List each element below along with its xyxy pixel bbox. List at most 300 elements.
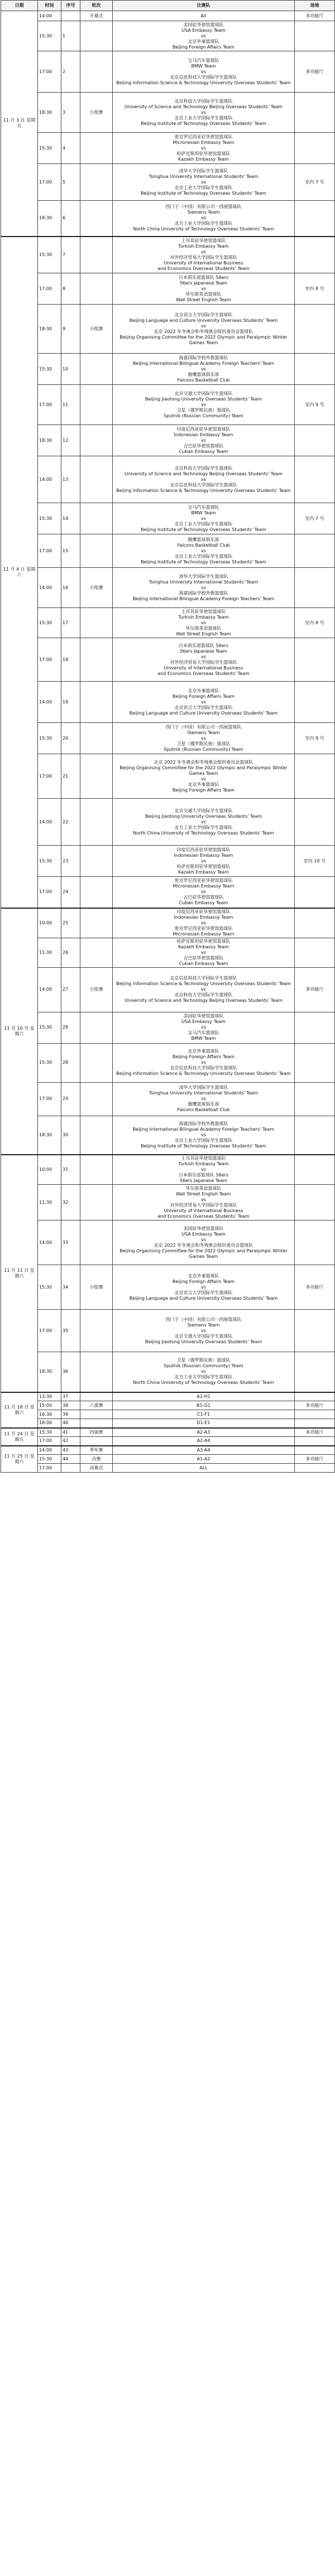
match-line: Siemens Team (187, 1322, 220, 1328)
match-line: 北京外事篮球队 (188, 782, 219, 787)
match-line: Beijing Institute of Technology Overseas Students' Team (141, 1143, 266, 1149)
match-line: 北京信息科技大学国际学生篮球队 (170, 482, 237, 488)
match-line: Turkish Embassy Team (178, 243, 229, 249)
match-number-cell: 28 (61, 1043, 80, 1082)
date-cell: 11 月 18 日 星期六 (1, 1392, 38, 1428)
venue-cell (295, 1310, 335, 1352)
venue-cell (295, 1419, 335, 1428)
match-cell (113, 456, 295, 503)
match-line: Beijing Foreign Affairs Team (172, 787, 235, 793)
date-cell: 11 月 25 日 星期六 (1, 1446, 38, 1473)
time-cell: 14:00 (38, 11, 61, 21)
venue-cell (295, 799, 335, 846)
venue-cell (295, 1155, 335, 1185)
match-line: vs (201, 949, 206, 955)
date-cell: 11 月 24 日 星期五 (1, 1428, 38, 1446)
match-line: vs (201, 1237, 206, 1242)
table-row (1, 385, 335, 425)
match-line: 华尔街英语篮球队 (185, 1185, 222, 1191)
match-number-cell: 32 (61, 1185, 80, 1221)
table-row (1, 1082, 335, 1116)
header-match: 比赛队 (113, 1, 295, 11)
match-line: Indonesian Embassy Team (174, 914, 233, 920)
match-line: 北京语言大学国际学生篮球队 (174, 1290, 233, 1295)
match-cell (113, 1221, 295, 1265)
time-cell: 18:30 (38, 201, 61, 237)
date-cell: 11 月 10 号 星期六 (1, 908, 38, 1155)
match-cell (113, 354, 295, 385)
match-number-cell: 7 (61, 237, 80, 273)
match-line: 北京工业大学国际学生篮球队 (174, 553, 233, 559)
venue-cell (295, 1392, 335, 1401)
match-line: vs (201, 1328, 206, 1333)
match-cell (113, 1410, 295, 1419)
match-number-cell: 6 (61, 201, 80, 237)
match-line: University of International Business (164, 665, 243, 670)
match-number-cell: 24 (61, 877, 80, 908)
match-number-cell: 19 (61, 682, 80, 723)
match-line: vs (201, 1132, 206, 1137)
match-line: vs (201, 735, 206, 741)
match-line: Kazakh Embassy Team (178, 944, 229, 949)
table-row (1, 534, 335, 568)
table-row (1, 133, 335, 164)
match-cell (113, 568, 295, 608)
time-cell: 17:00 (38, 164, 61, 201)
round-cell (80, 638, 113, 682)
date-cell: 11 月 4 日 星期六 (1, 237, 38, 908)
match-line: North China University of Technology Overseas Students' Team (133, 226, 274, 232)
match-number-cell: 5 (61, 164, 80, 201)
venue-cell: 室内 10 号 (295, 846, 335, 877)
match-line: A3-A4 (197, 1447, 210, 1453)
match-line: Beijing Organising Committee for the 2022 Olympic and Paralympic Winter Games Team (119, 334, 288, 345)
match-cell (113, 1464, 295, 1473)
round-cell (80, 385, 113, 425)
match-cell (113, 1446, 295, 1455)
match-line: vs (201, 476, 206, 482)
match-number-cell: 13 (61, 456, 80, 503)
match-line: 古巴驻华使馆篮球队 (183, 895, 224, 900)
header-no: 序号 (61, 1, 80, 11)
match-cell (113, 51, 295, 93)
time-cell: 14:00 (38, 682, 61, 723)
match-line: 土耳其驻华使馆篮球队 (181, 1156, 226, 1161)
match-line: and Economics Overseas Students' Team (157, 670, 250, 676)
match-line: vs (201, 145, 206, 151)
match-line: vs (201, 179, 206, 185)
match-line: vs (201, 548, 206, 553)
table-row (1, 1221, 335, 1265)
match-cell (113, 305, 295, 354)
venue-cell (295, 638, 335, 682)
match-line: Beijing Organising Committee for the 2022 Olympic and Paralympic Winter Games Team (119, 1248, 288, 1259)
time-cell: 15:30 (38, 21, 61, 51)
match-number-cell: 29 (61, 1082, 80, 1116)
venue-cell: 室内 8 号 (295, 273, 335, 305)
match-line: 北京科技大学国际学生篮球队 (174, 98, 233, 104)
table-row (1, 568, 335, 608)
match-line: 西门子（中国）有限公司一西展篮球队 (165, 1316, 242, 1322)
match-number-cell: 36 (61, 1352, 80, 1392)
round-cell (80, 354, 113, 385)
time-cell: 18:30 (38, 93, 61, 133)
match-number-cell: 8 (61, 273, 80, 305)
round-cell (80, 1419, 113, 1428)
table-row (1, 938, 335, 967)
round-cell (80, 21, 113, 51)
match-cell (113, 164, 295, 201)
match-number-cell: 34 (61, 1265, 80, 1310)
match-line: 北京工业大学国际学生篮球队 (174, 115, 233, 120)
match-line: 密克罗尼西亚驻华使馆篮球队 (174, 878, 233, 884)
time-cell: 14:00 (38, 1221, 61, 1265)
match-number-cell: 26 (61, 938, 80, 967)
venue-cell (295, 1043, 335, 1082)
time-cell: 15:30 (38, 723, 61, 754)
time-cell: 15:30 (38, 503, 61, 534)
round-cell (80, 1155, 113, 1185)
match-cell (113, 503, 295, 534)
venue-cell: 室内 8 号 (295, 608, 335, 638)
match-line: Beijing Language and Culture University Overseas Students' Team (129, 1295, 278, 1301)
match-line: Micronesian Embassy Team (173, 884, 234, 889)
table-row (1, 237, 335, 273)
match-line: 清华大学国际学生篮球队 (179, 168, 228, 173)
schedule-table (1, 0, 335, 1473)
match-cell (113, 1352, 295, 1392)
match-cell (113, 237, 295, 273)
match-line: Cuban Embassy Team (179, 900, 228, 906)
table-row (1, 456, 335, 503)
match-line: 古巴驻华使馆篮球队 (183, 955, 224, 961)
time-cell: 18:30 (38, 305, 61, 354)
match-number-cell: 28 (61, 1012, 80, 1043)
match-number-cell: 9 (61, 305, 80, 354)
table-row (1, 1116, 335, 1155)
match-line: vs (201, 987, 206, 992)
match-line: 对外经济贸易大学国际学生篮球队 (170, 254, 237, 260)
match-line: 对外经济贸易大学国际学生篮球队 (170, 659, 237, 665)
venue-cell (295, 568, 335, 608)
match-line: B1-G1 (196, 1402, 211, 1408)
match-line: Beijing Foreign Affairs Team (172, 693, 235, 699)
match-line: Beijing Jiaotong University Overseas Students' Team (145, 396, 262, 402)
match-line: Tsinghua University International Students' Team (149, 1091, 259, 1096)
match-line: Beijing Jiaotong University Overseas Students' Team (145, 813, 262, 819)
venue-cell: 多功能厅 (295, 1265, 335, 1310)
match-line: 日本俱乐部篮球队 56ers (178, 274, 229, 280)
round-cell (80, 754, 113, 799)
venue-cell (295, 1221, 335, 1265)
match-number-cell: 4 (61, 133, 80, 164)
match-line: North China University of Technology Overseas Students' Team (133, 830, 274, 836)
time-cell: 15:30 (38, 1265, 61, 1310)
time-cell: 14:00 (38, 967, 61, 1012)
match-cell (113, 534, 295, 568)
table-row (1, 11, 335, 21)
round-cell (80, 425, 113, 456)
time-cell: 18:30 (38, 1116, 61, 1155)
table-row (1, 503, 335, 534)
match-number-cell: 25 (61, 908, 80, 938)
match-line: 北京交通大学国际学生篮球队 (174, 1333, 233, 1339)
time-cell: 14:00 (38, 1446, 61, 1455)
match-line: Beijing Foreign Affairs Team (172, 1279, 235, 1284)
time-cell: 18:30 (38, 425, 61, 456)
venue-cell (295, 354, 335, 385)
header-date: 日期 (1, 1, 38, 11)
table-row (1, 425, 335, 456)
match-line: vs (201, 249, 206, 254)
round-cell (80, 608, 113, 638)
match-line: Kazakh Embassy Team (178, 156, 229, 162)
match-line: 宝马汽车篮球队 (188, 504, 219, 510)
match-line: 密克罗尼西亚驻华使馆篮球队 (174, 134, 233, 139)
match-line: 美国驻华使馆篮球队 (183, 1014, 224, 1019)
table-row (1, 1419, 335, 1428)
time-cell: 17:00 (38, 385, 61, 425)
match-cell (113, 846, 295, 877)
match-number-cell: 30 (61, 1116, 80, 1155)
time-cell: 10:00 (38, 1155, 61, 1185)
match-line: All (200, 13, 207, 18)
match-line: Siemens Team (187, 730, 220, 735)
match-line: University of Science and Technology Beijing Overseas Students' Team (125, 104, 283, 109)
time-cell: 15:30 (38, 237, 61, 273)
match-line: Beijing Jiaotong University Overseas Students' Team (145, 1339, 262, 1344)
match-line: vs (201, 620, 206, 625)
match-line: 傲鹰篮球俱乐部 (188, 537, 219, 542)
match-line: vs (201, 366, 206, 372)
match-line: 华尔街英语篮球队 (185, 291, 222, 297)
match-line: Beijing Information Science & Technology University Overseas Students' Team (116, 981, 291, 986)
match-line: 北方工业大学国际学生篮球队 (174, 824, 233, 830)
match-line: Beijing Institute of Technology Overseas Students' Team (141, 527, 266, 532)
match-line: vs (201, 889, 206, 895)
match-line: Beijing Information Science & Technology University Overseas Students' Team (116, 488, 291, 493)
round-cell (80, 1116, 113, 1155)
match-line: Beijing Language and Culture University Overseas Students' Team (129, 317, 278, 323)
round-cell (80, 938, 113, 967)
match-line: Beijing Language and Culture University Overseas Students' Team (129, 710, 278, 716)
table-row (1, 164, 335, 201)
table-row (1, 21, 335, 51)
match-line: 北京外事篮球队 (188, 1273, 219, 1279)
match-line: 北京科技大学国际学生篮球队 (174, 465, 233, 471)
time-cell: 14:00 (38, 799, 61, 846)
match-cell (113, 1265, 295, 1310)
match-line: vs (201, 1369, 206, 1374)
match-line: 北京 2022 年冬奥会和冬残奥会组织委员会篮球队 (154, 1242, 253, 1248)
match-number-cell: 39 (61, 1410, 80, 1419)
venue-cell (295, 1352, 335, 1392)
round-cell (80, 1410, 113, 1419)
table-row (1, 1446, 335, 1455)
match-line: 北京信息科技大学国际学生篮球队 (170, 74, 237, 80)
match-line: 卫星（俄罗斯民族）篮球队 (176, 407, 231, 413)
match-line: 北京 2022 年冬奥会和冬残奥会组织委员会篮球队 (154, 759, 253, 765)
table-row (1, 682, 335, 723)
match-cell (113, 877, 295, 908)
time-cell: 18:30 (38, 1352, 61, 1392)
match-line: USA Embassy Team (181, 27, 226, 33)
match-line: 海嘉国际学校外教篮球队 (179, 355, 228, 360)
match-cell (113, 1043, 295, 1082)
time-cell: 15:30 (38, 1043, 61, 1082)
venue-cell: 室内 7 号 (295, 164, 335, 201)
time-cell: 11:30 (38, 938, 61, 967)
match-line: University of International Business (164, 1208, 243, 1213)
venue-cell (295, 425, 335, 456)
venue-cell (295, 93, 335, 133)
round-cell: 小组赛 (80, 93, 113, 133)
match-cell (113, 682, 295, 723)
venue-cell (295, 1012, 335, 1043)
venue-cell: 多功能厅 (295, 1428, 335, 1437)
round-cell (80, 1310, 113, 1352)
match-line: Micronesian Embassy Team (173, 931, 234, 937)
match-line: 哈萨克斯坦驻华使馆篮球队 (176, 151, 231, 156)
match-line: Beijing International Bilingual Academy Foreign Teachers' Team (132, 360, 275, 366)
match-line: vs (201, 109, 206, 115)
round-cell: 小组赛 (80, 305, 113, 354)
match-number-cell: 15 (61, 534, 80, 568)
match-line: vs (201, 858, 206, 864)
time-cell: 15:30 (38, 1455, 61, 1464)
table-row (1, 1410, 335, 1419)
match-line: 北京工业大学国际学生篮球队 (174, 185, 233, 190)
match-cell (113, 1392, 295, 1401)
round-cell (80, 1185, 113, 1221)
match-number-cell: 27 (61, 967, 80, 1012)
venue-cell (295, 21, 335, 51)
table-row (1, 877, 335, 908)
match-line: Siemens Team (187, 210, 220, 215)
table-row (1, 201, 335, 237)
match-number-cell (61, 11, 80, 21)
venue-cell (295, 1410, 335, 1419)
match-line: vs (201, 1197, 206, 1202)
match-line: 日本俱乐部篮球队 56ers (178, 1173, 229, 1178)
time-cell: 10:00 (38, 908, 61, 938)
match-cell (113, 1401, 295, 1410)
match-line: 56ers Japanese Team (179, 648, 228, 654)
match-line: University of Science and Technology Beijing Overseas Students' Team (125, 998, 283, 1003)
time-cell: 17:00 (38, 1464, 61, 1473)
match-number-cell: 38 (61, 1401, 80, 1410)
venue-cell: 多功能厅 (295, 1401, 335, 1410)
table-row (1, 1265, 335, 1310)
header-venue: 场地 (295, 1, 335, 11)
table-row (1, 1185, 335, 1221)
round-cell (80, 877, 113, 908)
match-cell (113, 21, 295, 51)
match-line: vs (201, 215, 206, 221)
match-line: 对外经济贸易大学国际学生篮球队 (170, 1202, 237, 1208)
round-cell (80, 1082, 113, 1116)
match-line: vs (201, 1167, 206, 1172)
round-cell (80, 1043, 113, 1082)
match-number-cell: 10 (61, 354, 80, 385)
date-cell: 11 月 3 日 星期五 (1, 11, 38, 237)
match-number-cell: 18 (61, 638, 80, 682)
match-cell (113, 908, 295, 938)
match-line: 北京 2022 年冬奥会和冬残奥会组织委员会篮球队 (154, 329, 253, 334)
match-line: ALL (199, 1465, 208, 1470)
venue-cell (295, 1185, 335, 1221)
match-line: 北京外事篮球队 (188, 38, 219, 44)
match-cell (113, 967, 295, 1012)
match-line: Beijing Institute of Technology Overseas Students' Team (141, 120, 266, 126)
match-line: 印度尼西亚驻华使馆篮球队 (176, 426, 231, 432)
table-row (1, 354, 335, 385)
schedule-body (1, 11, 335, 1473)
match-line: USA Embassy Team (181, 1019, 226, 1024)
table-row (1, 273, 335, 305)
match-line: BMW Team (191, 63, 216, 69)
match-line: 西门子（中国）有限公司一西展篮球队 (165, 724, 242, 730)
match-line: Tsinghua University International Students' Team (149, 173, 259, 179)
match-line: 哈萨克斯坦驻华使馆篮球队 (176, 938, 231, 944)
match-line: 海嘉国际学校外教篮球队 (179, 1121, 228, 1126)
match-line: 傲鹰篮球俱乐部 (188, 372, 219, 377)
date-cell: 11 月 11 日 星期六 (1, 1155, 38, 1392)
match-number-cell: 22 (61, 799, 80, 846)
time-cell: 15:30 (38, 1428, 61, 1437)
venue-cell (295, 754, 335, 799)
match-number-cell: 31 (61, 1155, 80, 1185)
match-number-cell: 42 (61, 1437, 80, 1446)
match-line: 傲鹰篮球俱乐部 (188, 1102, 219, 1107)
match-line: Sputnik (Russian Community) Team (164, 746, 243, 752)
match-line: vs (201, 819, 206, 824)
match-number-cell: 35 (61, 1310, 80, 1352)
table-row (1, 1392, 335, 1401)
time-cell: 17:00 (38, 1310, 61, 1352)
time-cell: 17:00 (38, 754, 61, 799)
table-row (1, 1437, 335, 1446)
match-line: Cuban Embassy Team (179, 448, 228, 454)
round-cell (80, 1221, 113, 1265)
match-line: North China University of Technology Overseas Students' Team (133, 1380, 274, 1386)
match-line: 清华大学国际学生篮球队 (179, 573, 228, 579)
match-line: C1-F1 (197, 1411, 210, 1417)
match-line: vs (201, 920, 206, 925)
match-line: 北京语言大学国际学生篮球队 (174, 705, 233, 710)
match-line: 华尔街英语篮球队 (185, 625, 222, 631)
match-line: 北方工业大学国际学生篮球队 (174, 1374, 233, 1380)
match-line: 美国驻华使馆篮球队 (183, 1226, 224, 1231)
venue-cell: 多功能厅 (295, 51, 335, 93)
match-line: vs (201, 1284, 206, 1290)
venue-cell (295, 456, 335, 503)
match-line: 卫星（俄罗斯民族）篮球队 (176, 1358, 231, 1363)
venue-cell (295, 201, 335, 237)
round-cell (80, 456, 113, 503)
table-row (1, 967, 335, 1012)
round-cell (80, 1437, 113, 1446)
round-cell: 季军赛 (80, 1446, 113, 1455)
match-line: Falcons Basketball Club (177, 1107, 230, 1112)
match-number-cell: 23 (61, 846, 80, 877)
round-cell (80, 164, 113, 201)
match-line: Kazakh Embassy Team (178, 869, 229, 875)
match-line: University of Science and Technology Beijing Overseas Students' Team (125, 471, 283, 476)
match-cell (113, 1437, 295, 1446)
table-row (1, 608, 335, 638)
match-line: Turkish Embassy Team (178, 1161, 229, 1166)
